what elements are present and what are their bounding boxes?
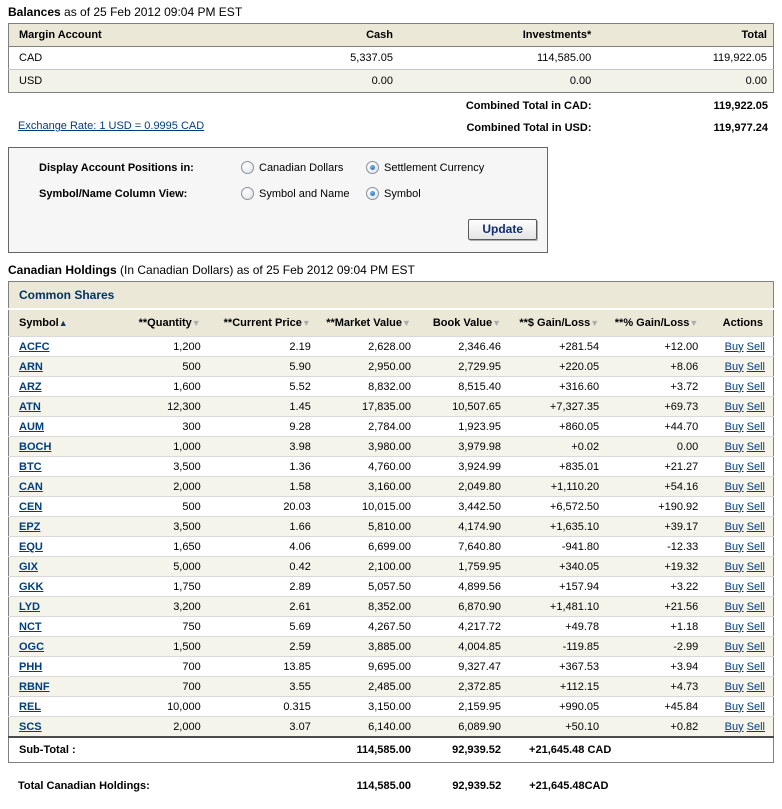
display-options-panel [8, 147, 548, 253]
market-value-cell: 3,160.00 [315, 477, 415, 497]
buy-link[interactable]: Buy [724, 480, 744, 493]
market-value-cell: 9,695.00 [315, 657, 415, 677]
market-value-cell: 6,699.00 [315, 537, 415, 557]
table-row [9, 457, 774, 477]
column-header-market-value[interactable]: **Market Value▼ [315, 309, 415, 337]
sell-link[interactable]: Sell [746, 400, 765, 413]
subtotal-row [9, 737, 774, 763]
column-header-margin-account: Margin Account [9, 24, 199, 47]
gain-loss-pct-cell: 0.00 [603, 437, 702, 457]
market-value-cell: 4,760.00 [315, 457, 415, 477]
buy-link[interactable]: Buy [724, 660, 744, 673]
gain-loss-cell: +1,481.10 [505, 597, 603, 617]
grand-total-table [8, 776, 774, 796]
quantity-cell: 1,500 [106, 637, 205, 657]
holdings-subtitle: (In Canadian Dollars) as of 25 Feb 2012 09:04 PM EST [116, 263, 415, 277]
market-value-cell: 8,352.00 [315, 597, 415, 617]
grand-total-market-value: 114,585.00 [356, 780, 412, 792]
symbol-link[interactable]: CEN [19, 500, 43, 513]
market-value-cell: 2,485.00 [315, 677, 415, 697]
radio-settlement-currency-label: Settlement Currency [384, 161, 485, 174]
quantity-cell: 3,500 [106, 517, 205, 537]
gain-loss-pct-cell: +19.32 [603, 557, 702, 577]
symbol-link[interactable]: BTC [19, 460, 42, 473]
table-row [9, 397, 774, 417]
sell-link[interactable]: Sell [746, 380, 765, 393]
table-row-usd [9, 70, 774, 93]
price-cell: 2.59 [205, 637, 315, 657]
book-value-cell: 2,729.95 [415, 357, 505, 377]
buy-link[interactable]: Buy [724, 680, 744, 693]
holdings-header-row [9, 309, 774, 337]
sort-descending-icon: ▼ [689, 318, 699, 328]
sell-link[interactable]: Sell [746, 600, 765, 613]
subtotal-market-value: 114,585.00 [315, 737, 415, 763]
sort-descending-icon: ▼ [191, 318, 201, 328]
symbol-link[interactable]: GKK [19, 580, 44, 593]
subtotal-label: Sub-Total : [9, 737, 315, 763]
sell-link[interactable]: Sell [746, 420, 765, 433]
usd-cash-value: 0.00 [199, 70, 399, 93]
market-value-cell: 3,150.00 [315, 697, 415, 717]
column-header-current-price[interactable]: **Current Price▼ [205, 309, 315, 337]
sell-link[interactable]: Sell [746, 620, 765, 633]
quantity-cell: 500 [106, 357, 205, 377]
table-row [9, 717, 774, 738]
buy-link[interactable]: Buy [724, 420, 744, 433]
price-cell: 5.52 [205, 377, 315, 397]
market-value-cell: 2,100.00 [315, 557, 415, 577]
sell-link[interactable]: Sell [746, 640, 765, 653]
market-value-cell: 5,057.50 [315, 577, 415, 597]
gain-loss-cell: +7,327.35 [505, 397, 603, 417]
table-row [9, 477, 774, 497]
quantity-cell: 300 [106, 417, 205, 437]
sell-link[interactable]: Sell [746, 360, 765, 373]
price-cell: 13.85 [205, 657, 315, 677]
price-cell: 20.03 [205, 497, 315, 517]
gain-loss-pct-cell: +39.17 [603, 517, 702, 537]
holdings-table [8, 281, 774, 763]
symbol-link[interactable]: SCS [19, 720, 42, 733]
column-header-actions: Actions [702, 309, 773, 337]
quantity-cell: 700 [106, 677, 205, 697]
buy-link[interactable]: Buy [724, 640, 744, 653]
gain-loss-pct-cell: +45.84 [603, 697, 702, 717]
quantity-cell: 1,750 [106, 577, 205, 597]
gain-loss-cell: +6,572.50 [505, 497, 603, 517]
buy-link[interactable]: Buy [724, 700, 744, 713]
radio-symbol-label: Symbol [384, 187, 421, 200]
column-header-dollar-gain-loss[interactable]: **$ Gain/Loss▼ [505, 309, 603, 337]
book-value-cell: 4,899.56 [415, 577, 505, 597]
buy-link[interactable]: Buy [724, 620, 744, 633]
symbol-link[interactable]: ATN [19, 400, 41, 413]
table-row [9, 357, 774, 377]
table-row [9, 417, 774, 437]
buy-link[interactable]: Buy [724, 540, 744, 553]
gain-loss-cell: +0.02 [505, 437, 603, 457]
table-row [9, 377, 774, 397]
combined-usd-value: 119,977.24 [713, 122, 768, 134]
section-band-row [9, 282, 774, 310]
price-cell: 1.45 [205, 397, 315, 417]
combined-usd-label: Combined Total in USD: [466, 122, 592, 134]
gain-loss-cell: +1,110.20 [505, 477, 603, 497]
table-row [9, 497, 774, 517]
price-cell: 2.19 [205, 337, 315, 357]
book-value-cell: 2,346.46 [415, 337, 505, 357]
radio-symbol-and-name-label: Symbol and Name [259, 187, 350, 200]
gain-loss-cell: +112.15 [505, 677, 603, 697]
radio-canadian-dollars-label: Canadian Dollars [259, 161, 344, 174]
book-value-cell: 9,327.47 [415, 657, 505, 677]
sell-link[interactable]: Sell [746, 540, 765, 553]
symbol-view-row [39, 187, 539, 200]
sort-descending-icon: ▼ [590, 318, 600, 328]
market-value-cell: 5,810.00 [315, 517, 415, 537]
column-header-symbol[interactable]: Symbol▲ [9, 309, 106, 337]
gain-loss-cell: +367.53 [505, 657, 603, 677]
quantity-cell: 10,000 [106, 697, 205, 717]
book-value-cell: 10,507.65 [415, 397, 505, 417]
quantity-cell: 700 [106, 657, 205, 677]
gain-loss-cell: +860.05 [505, 417, 603, 437]
quantity-cell: 3,200 [106, 597, 205, 617]
sell-link[interactable]: Sell [746, 720, 765, 733]
price-cell: 1.66 [205, 517, 315, 537]
quantity-cell: 750 [106, 617, 205, 637]
sell-link[interactable]: Sell [746, 660, 765, 673]
column-header-percent-gain-loss[interactable]: **% Gain/Loss▼ [603, 309, 702, 337]
gain-loss-pct-cell: +54.16 [603, 477, 702, 497]
grand-total-book-value: 92,939.52 [452, 780, 502, 792]
market-value-cell: 3,885.00 [315, 637, 415, 657]
symbol-link[interactable]: AUM [19, 420, 45, 433]
sell-link[interactable]: Sell [746, 560, 765, 573]
radio-settlement-currency[interactable] [366, 161, 484, 174]
symbol-link[interactable]: ARN [19, 360, 43, 373]
market-value-cell: 2,950.00 [315, 357, 415, 377]
sell-link[interactable]: Sell [746, 680, 765, 693]
buy-link[interactable]: Buy [724, 520, 744, 533]
gain-loss-pct-cell: +44.70 [603, 417, 702, 437]
exchange-rate-link[interactable]: Exchange Rate: 1 USD = 0.9995 CAD [18, 120, 205, 132]
symbol-link[interactable]: ACFC [19, 340, 50, 353]
sell-link[interactable]: Sell [746, 520, 765, 533]
gain-loss-cell: +835.01 [505, 457, 603, 477]
column-header-book-value[interactable]: Book Value▼ [415, 309, 505, 337]
usd-total-value: 0.00 [597, 70, 773, 93]
table-row [9, 537, 774, 557]
gain-loss-pct-cell: +21.56 [603, 597, 702, 617]
holdings-heading [8, 263, 774, 277]
market-value-cell: 10,015.00 [315, 497, 415, 517]
column-header-cash: Cash [199, 24, 399, 47]
symbol-link[interactable]: NCT [19, 620, 42, 633]
combined-cad-value: 119,922.05 [713, 100, 768, 112]
gain-loss-pct-cell: +190.92 [603, 497, 702, 517]
quantity-cell: 5,000 [106, 557, 205, 577]
currency-label: USD [9, 70, 199, 93]
table-row [9, 577, 774, 597]
combined-totals-table [8, 95, 774, 139]
buy-link[interactable]: Buy [724, 460, 744, 473]
radio-symbol[interactable] [366, 187, 421, 200]
quantity-cell: 3,500 [106, 457, 205, 477]
sort-descending-icon: ▼ [402, 318, 411, 328]
table-row [9, 617, 774, 637]
price-cell: 5.69 [205, 617, 315, 637]
book-value-cell: 6,089.90 [415, 717, 505, 738]
market-value-cell: 6,140.00 [315, 717, 415, 738]
symbol-view-label: Symbol/Name Column View: [39, 187, 188, 200]
buy-link[interactable]: Buy [724, 360, 744, 373]
gain-loss-cell: +990.05 [505, 697, 603, 717]
book-value-cell: 3,979.98 [415, 437, 505, 457]
buy-link[interactable]: Buy [724, 500, 744, 513]
gain-loss-cell: +49.78 [505, 617, 603, 637]
book-value-cell: 1,923.95 [415, 417, 505, 437]
quantity-cell: 1,600 [106, 377, 205, 397]
radio-icon[interactable] [241, 161, 254, 174]
gain-loss-cell: -119.85 [505, 637, 603, 657]
radio-selected-icon[interactable] [366, 161, 379, 174]
table-row-cad [9, 47, 774, 70]
book-value-cell: 2,159.95 [415, 697, 505, 717]
buy-link[interactable]: Buy [724, 440, 744, 453]
table-row [9, 437, 774, 457]
gain-loss-pct-cell: +4.73 [603, 677, 702, 697]
margin-header-row [9, 24, 774, 47]
sell-link[interactable]: Sell [746, 580, 765, 593]
table-row [9, 677, 774, 697]
margin-account-table [8, 23, 774, 93]
price-cell: 3.55 [205, 677, 315, 697]
radio-canadian-dollars[interactable] [241, 161, 366, 174]
book-value-cell: 4,004.85 [415, 637, 505, 657]
book-value-cell: 3,442.50 [415, 497, 505, 517]
buy-link[interactable]: Buy [724, 580, 744, 593]
balances-heading [8, 5, 774, 19]
buy-link[interactable]: Buy [724, 340, 744, 353]
subtotal-gain-loss: +21,645.48 CAD [505, 737, 702, 763]
symbol-link[interactable]: RBNF [19, 680, 50, 693]
gain-loss-pct-cell: +3.72 [603, 377, 702, 397]
sort-descending-icon: ▼ [492, 318, 502, 328]
table-row [9, 557, 774, 577]
quantity-cell: 1,200 [106, 337, 205, 357]
market-value-cell: 8,832.00 [315, 377, 415, 397]
gain-loss-cell: +340.05 [505, 557, 603, 577]
radio-selected-icon[interactable] [366, 187, 379, 200]
symbol-link[interactable]: EPZ [19, 520, 41, 533]
symbol-link[interactable]: PHH [19, 660, 43, 673]
gain-loss-pct-cell: +12.00 [603, 337, 702, 357]
sell-link[interactable]: Sell [746, 460, 765, 473]
gain-loss-pct-cell: +3.22 [603, 577, 702, 597]
combined-cad-label: Combined Total in CAD: [465, 100, 592, 112]
symbol-link[interactable]: BOCH [19, 440, 52, 453]
book-value-cell: 4,217.72 [415, 617, 505, 637]
symbol-link[interactable]: LYD [19, 600, 40, 613]
price-cell: 5.90 [205, 357, 315, 377]
grand-total-label: Total Canadian Holdings: [18, 780, 150, 792]
display-positions-row [39, 161, 539, 174]
table-row [9, 337, 774, 357]
table-row [9, 657, 774, 677]
quantity-cell: 1,650 [106, 537, 205, 557]
price-cell: 0.315 [205, 697, 315, 717]
gain-loss-cell: +220.05 [505, 357, 603, 377]
gain-loss-pct-cell: +21.27 [603, 457, 702, 477]
price-cell: 3.07 [205, 717, 315, 738]
gain-loss-cell: +157.94 [505, 577, 603, 597]
cad-investments-value: 114,585.00 [536, 52, 592, 64]
price-cell: 1.58 [205, 477, 315, 497]
buy-link[interactable]: Buy [724, 380, 744, 393]
subtotal-book-value: 92,939.52 [415, 737, 505, 763]
balances-asof: as of 25 Feb 2012 09:04 PM EST [60, 5, 243, 19]
gain-loss-pct-cell: -2.99 [603, 637, 702, 657]
grand-total-row [8, 776, 774, 796]
cad-cash-value: 5,337.05 [350, 52, 393, 64]
quantity-cell: 12,300 [106, 397, 205, 417]
gain-loss-pct-cell: +3.94 [603, 657, 702, 677]
grand-total-gain-loss: +21,645.48CAD [529, 780, 609, 792]
sort-ascending-icon: ▲ [58, 318, 68, 328]
symbol-link[interactable]: EQU [19, 540, 43, 553]
column-header-quantity[interactable]: **Quantity▼ [106, 309, 205, 337]
holdings-title: Canadian Holdings [8, 263, 117, 277]
sell-link[interactable]: Sell [746, 340, 765, 353]
combined-cad-row [8, 95, 774, 117]
update-row [468, 219, 537, 240]
balances-title: Balances [8, 5, 61, 19]
price-cell: 0.42 [205, 557, 315, 577]
column-header-investments: Investments* [399, 24, 597, 47]
symbol-link[interactable]: CAN [19, 480, 43, 493]
sell-link[interactable]: Sell [746, 500, 765, 513]
book-value-cell: 3,924.99 [415, 457, 505, 477]
symbol-link[interactable]: REL [19, 700, 41, 713]
update-button[interactable]: Update [468, 219, 537, 240]
book-value-cell: 7,640.80 [415, 537, 505, 557]
buy-link[interactable]: Buy [724, 560, 744, 573]
price-cell: 2.61 [205, 597, 315, 617]
gain-loss-cell: +281.54 [505, 337, 603, 357]
symbol-link[interactable]: ARZ [19, 380, 42, 393]
quantity-cell: 500 [106, 497, 205, 517]
usd-investments-value: 0.00 [399, 70, 597, 93]
table-row [9, 637, 774, 657]
gain-loss-cell: +50.10 [505, 717, 603, 738]
quantity-cell: 2,000 [106, 477, 205, 497]
book-value-cell: 8,515.40 [415, 377, 505, 397]
gain-loss-cell: +316.60 [505, 377, 603, 397]
table-row [9, 517, 774, 537]
gain-loss-cell: -941.80 [505, 537, 603, 557]
quantity-cell: 2,000 [106, 717, 205, 738]
cad-total-value: 119,922.05 [712, 52, 767, 64]
gain-loss-pct-cell: +1.18 [603, 617, 702, 637]
sort-descending-icon: ▼ [301, 318, 311, 328]
table-row [9, 697, 774, 717]
price-cell: 1.36 [205, 457, 315, 477]
sell-link[interactable]: Sell [746, 440, 765, 453]
radio-icon[interactable] [241, 187, 254, 200]
column-header-total: Total [597, 24, 773, 47]
gain-loss-pct-cell: -12.33 [603, 537, 702, 557]
currency-label: CAD [19, 52, 43, 64]
market-value-cell: 17,835.00 [315, 397, 415, 417]
market-value-cell: 2,628.00 [315, 337, 415, 357]
market-value-cell: 4,267.50 [315, 617, 415, 637]
gain-loss-pct-cell: +8.06 [603, 357, 702, 377]
book-value-cell: 1,759.95 [415, 557, 505, 577]
display-positions-label: Display Account Positions in: [39, 161, 194, 174]
gain-loss-pct-cell: +69.73 [603, 397, 702, 417]
combined-totals-area [8, 95, 774, 139]
symbol-link[interactable]: GIX [19, 560, 38, 573]
price-cell: 3.98 [205, 437, 315, 457]
buy-link[interactable]: Buy [724, 600, 744, 613]
section-title: Common Shares [9, 282, 774, 310]
table-row [9, 597, 774, 617]
buy-link[interactable]: Buy [724, 400, 744, 413]
holdings-rows [9, 337, 774, 738]
gain-loss-pct-cell: +0.82 [603, 717, 702, 738]
buy-link[interactable]: Buy [724, 720, 744, 733]
symbol-link[interactable]: OGC [19, 640, 45, 653]
price-cell: 9.28 [205, 417, 315, 437]
book-value-cell: 2,049.80 [415, 477, 505, 497]
book-value-cell: 2,372.85 [415, 677, 505, 697]
price-cell: 2.89 [205, 577, 315, 597]
market-value-cell: 3,980.00 [315, 437, 415, 457]
quantity-cell: 1,000 [106, 437, 205, 457]
sell-link[interactable]: Sell [746, 700, 765, 713]
book-value-cell: 4,174.90 [415, 517, 505, 537]
price-cell: 4.06 [205, 537, 315, 557]
book-value-cell: 6,870.90 [415, 597, 505, 617]
gain-loss-cell: +1,635.10 [505, 517, 603, 537]
sell-link[interactable]: Sell [746, 480, 765, 493]
market-value-cell: 2,784.00 [315, 417, 415, 437]
radio-symbol-and-name[interactable] [241, 187, 366, 200]
